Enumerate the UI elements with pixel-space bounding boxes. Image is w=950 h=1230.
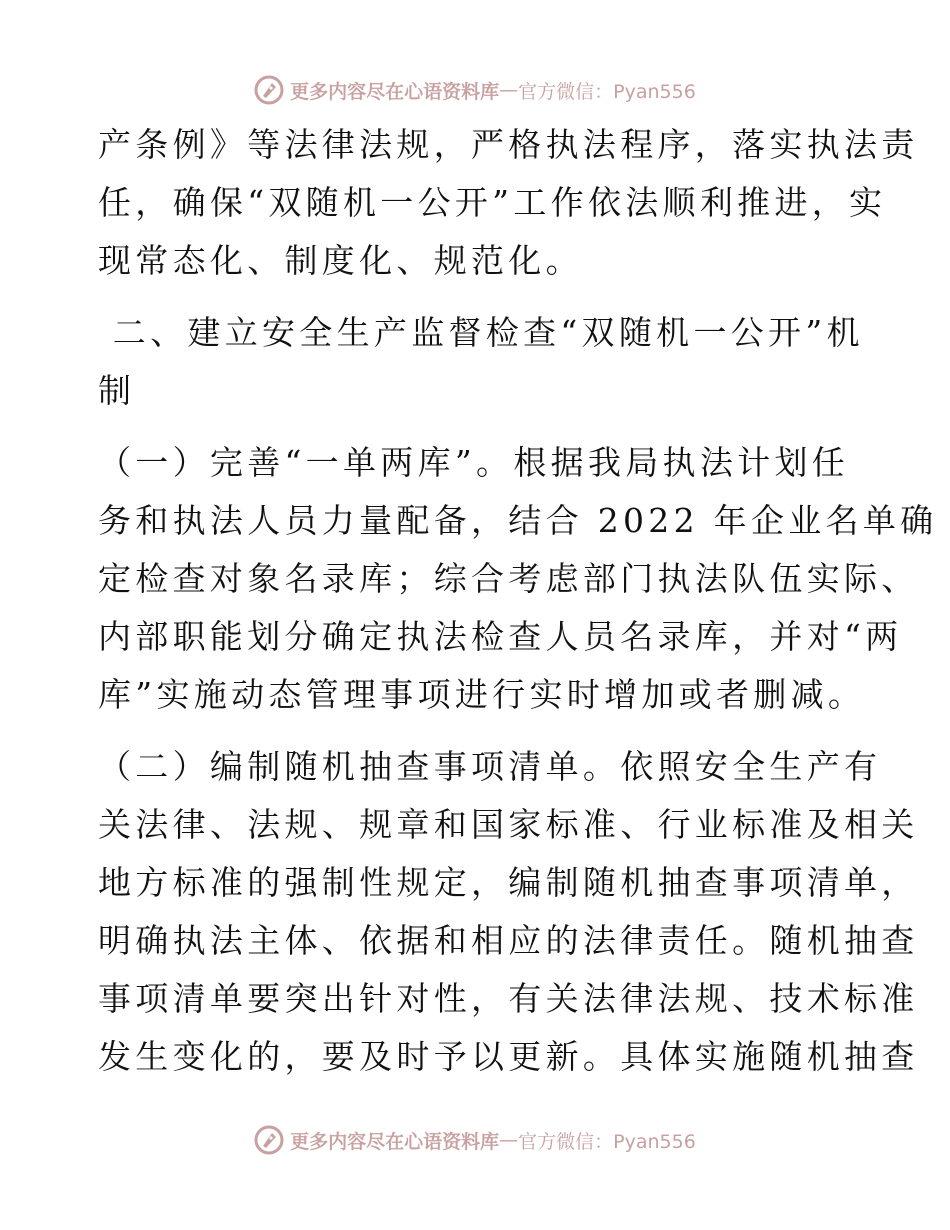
document-body [98, 116, 938, 1086]
text-line: 关法律、法规、规章和国家标准、行业标准及相关 [98, 805, 919, 844]
watermark-separator: — [499, 1129, 519, 1151]
heading-line: 二、建立安全生产监督检查“双随机一公开”机 [98, 313, 864, 352]
pen-nib-logo-icon [254, 1125, 284, 1155]
header-watermark [0, 72, 950, 108]
paragraph-item-2 [98, 738, 919, 1086]
heading-line: 制 [98, 371, 136, 410]
watermark-text: 更多内容尽在心语资料库 [290, 1130, 500, 1153]
pen-nib-logo-icon [254, 75, 284, 105]
footer-watermark [0, 1122, 950, 1158]
text-line: 发生变化的，要及时予以更新。具体实施随机抽查 [98, 1037, 919, 1076]
text-line: 地方标准的强制性规定，编制随机抽查事项清单， [98, 863, 919, 902]
paragraph-item-1 [98, 434, 938, 724]
text-line: 定检查对象名录库；综合考虑部门执法队伍实际、 [98, 559, 919, 598]
text-line: （二）编制随机抽查事项清单。依照安全生产有 [98, 747, 882, 786]
section-heading [98, 304, 864, 420]
text-line: 内部职能划分确定执法检查人员名录库，并对“两 [98, 617, 903, 656]
watermark-wechat: 官方微信：Pyan556 [518, 1130, 696, 1153]
text-line: 库”实施动态管理事项进行实时增加或者删减。 [98, 675, 866, 714]
text-line: 务和执法人员力量配备，结合 2022 年企业名单确 [98, 501, 938, 540]
text-line: 产条例》等法律法规，严格执法程序，落实执法责 [98, 125, 919, 164]
watermark-separator: — [499, 79, 519, 101]
watermark-wechat: 官方微信：Pyan556 [518, 80, 696, 103]
watermark-text: 更多内容尽在心语资料库 [290, 80, 500, 103]
text-line: 任，确保“双随机一公开”工作依法顺利推进，实 [98, 183, 887, 222]
text-line: 明确执法主体、依据和相应的法律责任。随机抽查 [98, 921, 919, 960]
text-line: 事项清单要突出针对性，有关法律法规、技术标准 [98, 979, 919, 1018]
text-line: （一）完善“一单两库”。根据我局执法计划任 [98, 443, 850, 482]
paragraph-continuation [98, 116, 919, 290]
text-line: 现常态化、制度化、规范化。 [98, 241, 583, 280]
